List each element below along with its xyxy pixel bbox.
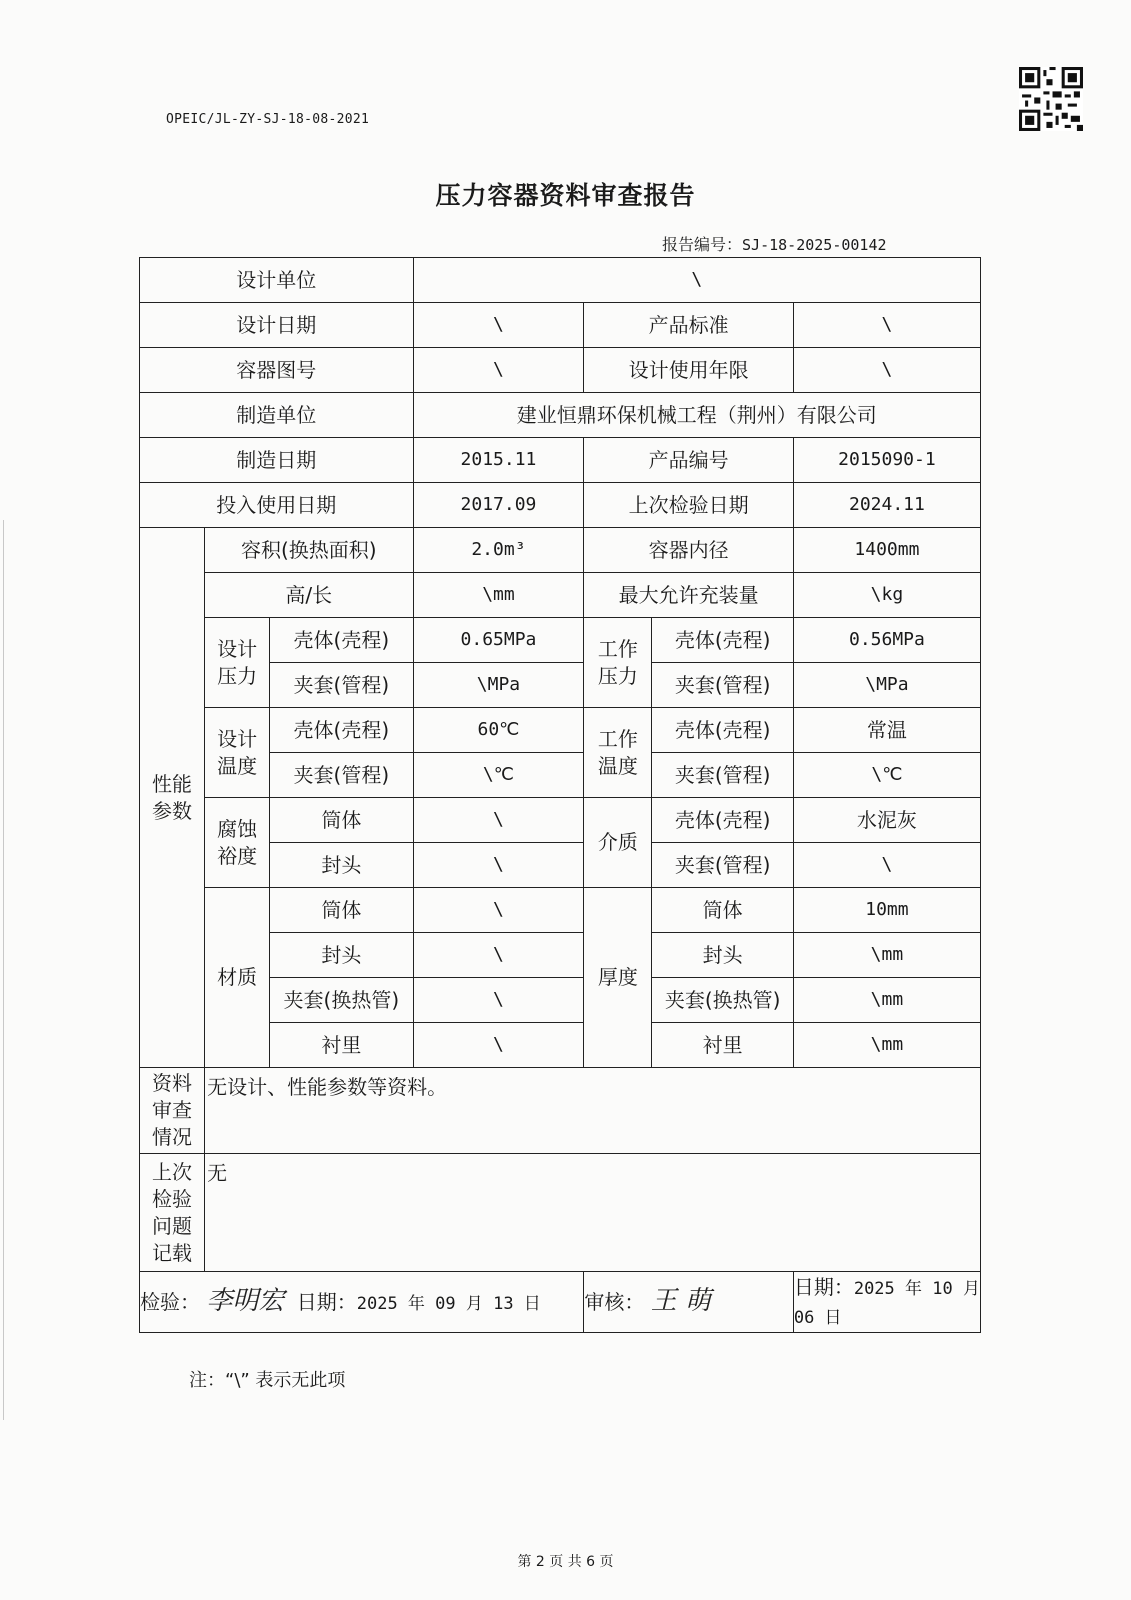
- dt-shell-value: 60℃: [413, 708, 584, 753]
- mat-jacket-value: \: [413, 978, 584, 1023]
- height-label: 高/长: [205, 573, 413, 618]
- dt-jacket-label: 夹套(管程): [270, 753, 413, 798]
- last-issue-label-4: 记载: [152, 1240, 193, 1265]
- work-temp-label-2: 温度: [597, 753, 638, 778]
- in-use-date-value: 2017.09: [413, 483, 584, 528]
- corr-cylinder-label: 筒体: [270, 798, 413, 843]
- corrosion-label: [205, 798, 270, 888]
- inspector-signature: 李明宏: [206, 1286, 285, 1317]
- report-title: 压力容器资料审查报告: [435, 181, 696, 210]
- product-std-value: \: [793, 303, 980, 348]
- row-mfr-unit: [140, 393, 981, 438]
- row-in-use-date: [140, 483, 981, 528]
- design-temp-label: [205, 708, 270, 798]
- wt-jacket-label: 夹套(管程): [652, 753, 793, 798]
- mat-lining-value: \: [413, 1023, 584, 1068]
- reviewer-cell: [584, 1272, 793, 1333]
- review-label-3: 情况: [152, 1125, 193, 1149]
- th-head-label: 封头: [652, 933, 793, 978]
- th-jacket-value: \mm: [793, 978, 980, 1023]
- work-pressure-label-2: 压力: [597, 663, 638, 688]
- design-date-label: 设计日期: [140, 303, 414, 348]
- mat-cylinder-label: 筒体: [270, 888, 413, 933]
- inspect-label: 检验：: [140, 1290, 200, 1315]
- work-temp-label: [584, 708, 652, 798]
- review-date-line1: 2025 年 10 月: [853, 1279, 980, 1300]
- row-drawing-no: [140, 348, 981, 393]
- perf-group-label-2: 参数: [152, 798, 193, 823]
- wp-jacket-label: 夹套(管程): [652, 663, 793, 708]
- inner-dia-label: 容器内径: [584, 528, 793, 573]
- mat-jacket-label: 夹套(换热管): [270, 978, 413, 1023]
- design-date-value: \: [413, 303, 584, 348]
- product-no-label: 产品编号: [584, 438, 793, 483]
- in-use-date-label: 投入使用日期: [140, 483, 414, 528]
- dp-shell-value: 0.65MPa: [413, 618, 584, 663]
- max-fill-value: \kg: [793, 573, 980, 618]
- last-issue-label: [140, 1154, 205, 1272]
- mfr-unit-label: 制造单位: [140, 393, 414, 438]
- mfr-date-value: 2015.11: [413, 438, 584, 483]
- last-issue-label-3: 问题: [152, 1213, 193, 1238]
- document-code: OPEIC/JL-ZY-SJ-18-08-2021: [166, 112, 370, 127]
- volume-label: 容积(换热面积): [205, 528, 413, 573]
- th-head-value: \mm: [793, 933, 980, 978]
- report-number-value: SJ-18-2025-00142: [742, 236, 887, 254]
- review-table: [139, 257, 981, 1333]
- review-date-cell: [793, 1272, 980, 1333]
- volume-value: 2.0m³: [413, 528, 584, 573]
- dt-jacket-value: \℃: [413, 753, 584, 798]
- mat-lining-label: 衬里: [270, 1023, 413, 1068]
- corr-head-value: \: [413, 843, 584, 888]
- med-shell-value: 水泥灰: [793, 798, 980, 843]
- th-lining-value: \mm: [793, 1023, 980, 1068]
- row-material-cylinder: [140, 888, 981, 933]
- row-design-unit: [140, 258, 981, 303]
- thickness-label: 厚度: [584, 888, 652, 1068]
- med-jacket-label: 夹套(管程): [652, 843, 793, 888]
- corrosion-label-1: 腐蚀: [217, 816, 258, 841]
- mat-cylinder-value: \: [413, 888, 584, 933]
- review-text: 无设计、性能参数等资料。: [205, 1068, 981, 1154]
- design-pressure-label-1: 设计: [217, 636, 258, 661]
- corr-head-label: 封头: [270, 843, 413, 888]
- scan-edge-line: [3, 520, 4, 1420]
- mat-head-value: \: [413, 933, 584, 978]
- medium-label: 介质: [584, 798, 652, 888]
- design-temp-label-2: 温度: [217, 753, 258, 778]
- review-date-line2: 06 日: [793, 1308, 842, 1328]
- footnote: 注：“\” 表示无此项: [189, 1370, 346, 1391]
- wt-jacket-value: \℃: [793, 753, 980, 798]
- inspect-date: 2025 年 09 月 13 日: [356, 1294, 541, 1315]
- height-value: \mm: [413, 573, 584, 618]
- row-temp-shell: [140, 708, 981, 753]
- mfr-date-label: 制造日期: [140, 438, 414, 483]
- design-unit-value: \: [413, 258, 980, 303]
- th-cylinder-value: 10mm: [793, 888, 980, 933]
- last-insp-value: 2024.11: [793, 483, 980, 528]
- dp-jacket-label: 夹套(管程): [270, 663, 413, 708]
- reviewer-signature: 王 萌: [650, 1286, 711, 1317]
- review-sign-label: 审核：: [584, 1290, 645, 1315]
- mat-head-label: 封头: [270, 933, 413, 978]
- row-height: [140, 573, 981, 618]
- review-label-2: 审查: [152, 1098, 193, 1122]
- perf-group-label-1: 性能: [152, 771, 193, 796]
- row-volume: [140, 528, 981, 573]
- wt-shell-value: 常温: [793, 708, 980, 753]
- mfr-unit-value: 建业恒鼎环保机械工程（荆州）有限公司: [413, 393, 980, 438]
- product-no-value: 2015090-1: [793, 438, 980, 483]
- design-life-value: \: [793, 348, 980, 393]
- wp-jacket-value: \MPa: [793, 663, 980, 708]
- page-number: 第 2 页 共 6 页: [517, 1554, 614, 1570]
- wp-shell-value: 0.56MPa: [793, 618, 980, 663]
- row-signatures: [140, 1272, 981, 1333]
- last-insp-label: 上次检验日期: [584, 483, 793, 528]
- design-unit-label: 设计单位: [140, 258, 414, 303]
- th-cylinder-label: 筒体: [652, 888, 793, 933]
- corr-cylinder-value: \: [413, 798, 584, 843]
- row-design-date: [140, 303, 981, 348]
- th-jacket-label: 夹套(换热管): [652, 978, 793, 1023]
- qr-code-icon: [1019, 67, 1083, 131]
- th-lining-label: 衬里: [652, 1023, 793, 1068]
- row-mfr-date: [140, 438, 981, 483]
- work-pressure-label-1: 工作: [597, 636, 638, 661]
- design-temp-label-1: 设计: [217, 726, 258, 751]
- inspect-date-label: 日期：: [296, 1290, 357, 1315]
- inspector-cell: [140, 1272, 584, 1333]
- dp-jacket-value: \MPa: [413, 663, 584, 708]
- row-pressure-shell: [140, 618, 981, 663]
- drawing-no-value: \: [413, 348, 584, 393]
- review-label-1: 资料: [152, 1071, 193, 1095]
- row-review: [140, 1068, 981, 1154]
- perf-group-label: [140, 528, 205, 1068]
- last-issue-label-1: 上次: [152, 1159, 193, 1184]
- row-corrosion-cylinder: [140, 798, 981, 843]
- inner-dia-value: 1400mm: [793, 528, 980, 573]
- last-issue-label-2: 检验: [152, 1186, 193, 1211]
- med-shell-label: 壳体(壳程): [652, 798, 793, 843]
- wp-shell-label: 壳体(壳程): [652, 618, 793, 663]
- report-number: [662, 232, 887, 255]
- corrosion-label-2: 裕度: [217, 843, 258, 868]
- product-std-label: 产品标准: [584, 303, 793, 348]
- work-pressure-label: [584, 618, 652, 708]
- wt-shell-label: 壳体(壳程): [652, 708, 793, 753]
- drawing-no-label: 容器图号: [140, 348, 414, 393]
- report-number-label: 报告编号：: [662, 235, 743, 254]
- design-pressure-label: [205, 618, 270, 708]
- max-fill-label: 最大允许充装量: [584, 573, 793, 618]
- review-date-label: 日期：: [793, 1275, 854, 1300]
- dt-shell-label: 壳体(壳程): [270, 708, 413, 753]
- work-temp-label-1: 工作: [597, 726, 638, 751]
- med-jacket-value: \: [793, 843, 980, 888]
- row-last-issue: [140, 1154, 981, 1272]
- dp-shell-label: 壳体(壳程): [270, 618, 413, 663]
- last-issue-text: 无: [205, 1154, 981, 1272]
- material-label: 材质: [205, 888, 270, 1068]
- design-pressure-label-2: 压力: [217, 663, 258, 688]
- review-label: [140, 1068, 205, 1154]
- design-life-label: 设计使用年限: [584, 348, 793, 393]
